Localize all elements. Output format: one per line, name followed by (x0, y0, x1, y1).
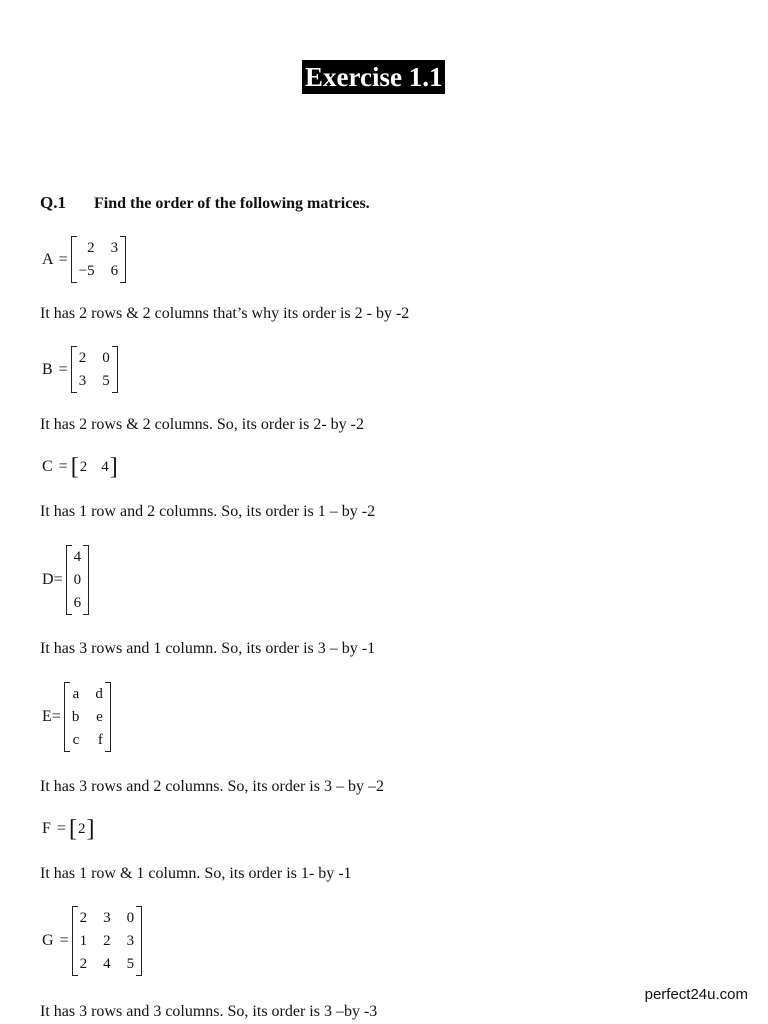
matrix-cell: 4 (101, 458, 109, 475)
matrix-e-name: E= (42, 708, 61, 725)
matrix-cell: 3 (126, 933, 135, 949)
matrix-cell: −5 (78, 263, 95, 279)
matrix-d (42, 545, 89, 615)
matrix-d-name: D= (42, 571, 63, 588)
matrix-cell: 2 (79, 910, 88, 926)
matrix-a-body (71, 236, 126, 283)
matrix-cell: c (72, 732, 80, 748)
matrix-cell: a (72, 686, 80, 702)
explanation-g: It has 3 rows and 3 columns. So, its order is 3 –by -3 (40, 1003, 378, 1020)
right-bracket: ] (109, 454, 118, 480)
matrix-d-body (66, 545, 90, 615)
question-text: Find the order of the following matrices. (94, 195, 370, 212)
matrix-c (42, 455, 118, 479)
matrix-cell: d (95, 686, 103, 702)
matrix-cell: 6 (73, 595, 82, 611)
matrix-f-body (69, 817, 95, 841)
explanation-c: It has 1 row and 2 columns. So, its order is 1 – by -2 (40, 503, 376, 520)
matrix-g-name: G = (42, 932, 69, 949)
matrix-cell: 0 (73, 572, 82, 588)
matrix-cell: b (71, 709, 80, 725)
right-bracket: ] (86, 816, 95, 842)
matrix-cell: 6 (110, 263, 119, 279)
matrix-cell: 2 (87, 240, 95, 256)
explanation-e: It has 3 rows and 2 columns. So, its order is 3 – by –2 (40, 778, 384, 795)
matrix-cell: e (96, 709, 103, 725)
matrix-cell: 3 (103, 910, 111, 926)
matrix-cell: 2 (79, 956, 88, 972)
left-bracket: [ (70, 454, 79, 480)
matrix-b (42, 346, 118, 393)
matrix-b-body (71, 346, 118, 393)
matrix-g-body (72, 906, 143, 976)
matrix-cell: 2 (77, 820, 86, 837)
matrix-cell: 4 (103, 956, 111, 972)
matrix-cell: 0 (126, 910, 135, 926)
explanation-b: It has 2 rows & 2 columns. So, its order is 2- by -2 (40, 416, 364, 433)
matrix-cell: 2 (78, 350, 87, 366)
matrix-cell: 1 (79, 933, 88, 949)
site-watermark: perfect24u.com (644, 986, 748, 1003)
matrix-cell: f (97, 732, 103, 748)
matrix-f (42, 817, 94, 841)
matrix-c-body (71, 455, 118, 479)
matrix-cell: 5 (102, 373, 110, 389)
left-bracket: [ (68, 816, 77, 842)
matrix-cell: 2 (79, 458, 88, 475)
question-number: Q.1 (40, 193, 66, 212)
matrix-f-name: F = (42, 820, 66, 837)
explanation-f: It has 1 row & 1 column. So, its order is 1- by -1 (40, 865, 352, 882)
matrix-cell: 2 (103, 933, 111, 949)
exercise-title: Exercise 1.1 (302, 60, 445, 94)
matrix-g (42, 906, 142, 976)
explanation-a: It has 2 rows & 2 columns that’s why its order is 2 - by -2 (40, 305, 410, 322)
matrix-a (42, 236, 126, 283)
matrix-e (42, 682, 111, 752)
matrix-cell: 4 (73, 549, 82, 565)
matrix-cell: 0 (102, 350, 110, 366)
matrix-b-name: B = (42, 360, 68, 378)
matrix-e-body (64, 682, 111, 752)
matrix-c-name: C = (42, 458, 68, 475)
matrix-cell: 3 (78, 373, 87, 389)
explanation-d: It has 3 rows and 1 column. So, its order is 3 – by -1 (40, 640, 376, 657)
matrix-cell: 3 (110, 240, 119, 256)
matrix-cell: 5 (126, 956, 135, 972)
question-heading (40, 193, 370, 213)
matrix-a-name: A = (42, 250, 68, 268)
